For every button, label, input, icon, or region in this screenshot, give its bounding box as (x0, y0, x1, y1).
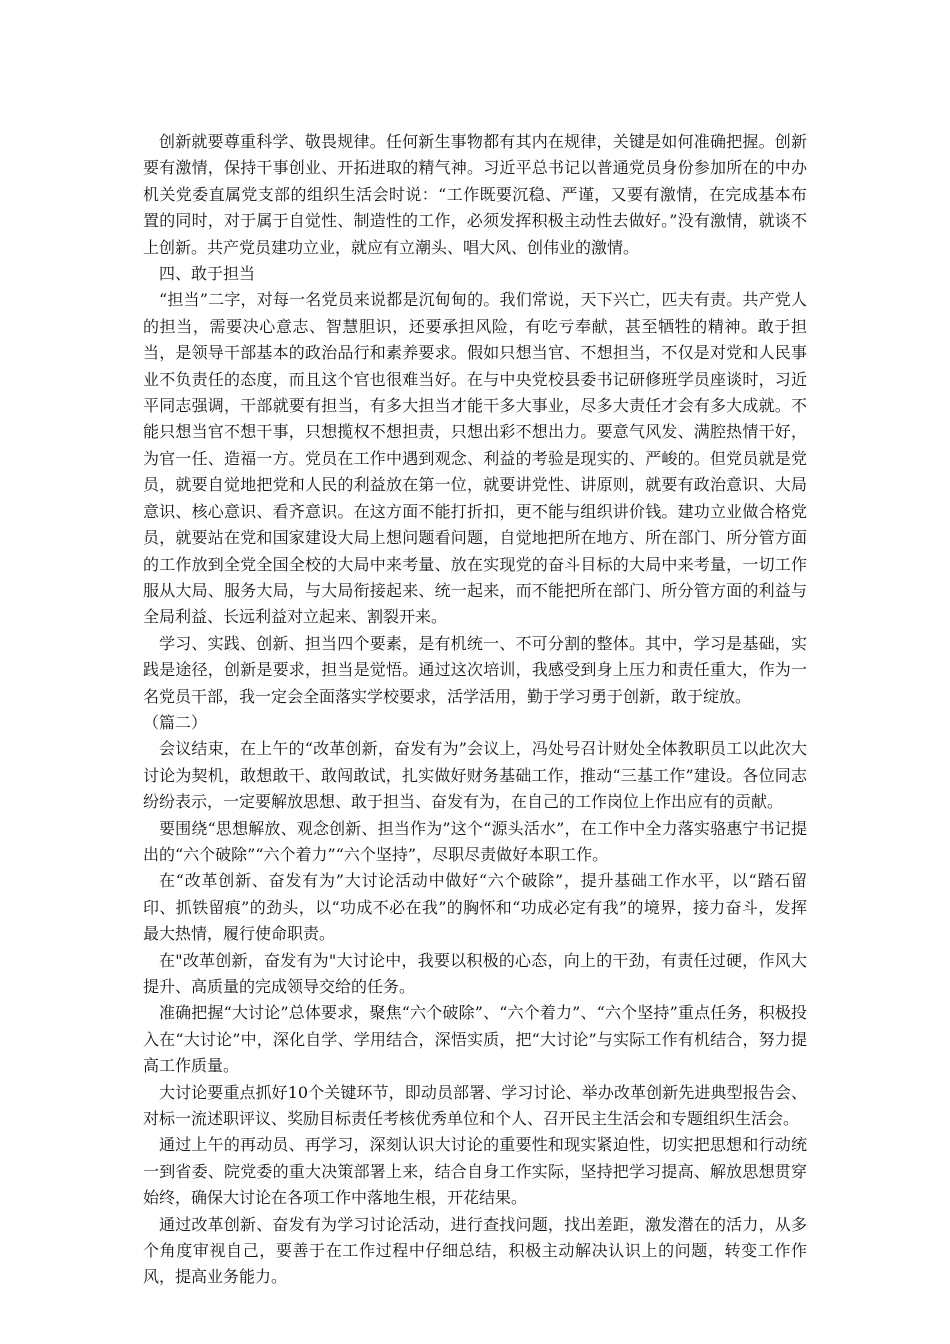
paragraph-reflection: 通过改革创新、奋发有为学习讨论活动，进行查找问题，找出差距，激发潜在的活力，从多个角度审视自己，要善于在工作过程中仔细总结，积极主动解决认识上的问题，转变工作作风，提高业务能力。 (143, 1214, 807, 1287)
paragraph-key-links: 大讨论要重点抓好10个关键环节，即动员部署、学习讨论、举办改革创新先进典型报告会、对标一流述职评议、奖励目标责任考核优秀单位和个人、召开民主生活会和专题组织生活会。 (143, 1082, 807, 1129)
paragraph-remobilization: 通过上午的再动员、再学习，深刻认识大讨论的重要性和现实紧迫性，切实把思想和行动统一到省委、院党委的重大决策部署上来，结合自身工作实际，坚持把学习提高、解放思想贯穿始终，确保大讨论在各项工作中落地生根，开花结果。 (143, 1135, 807, 1208)
document-body (143, 129, 807, 1291)
paragraph-six-eliminations: 在“改革创新、奋发有为”大讨论活动中做好“六个破除”，提升基础工作水平，以“踏石留印、抓铁留痕”的劲头，以“功成不必在我”的胸怀和“功成必定有我”的境界，接力奋斗，发挥最大热情，履行使命职责。 (143, 871, 807, 944)
paragraph-meeting: 会议结束，在上午的“改革创新，奋发有为”会议上，冯处号召计财处全体教职员工以此次大讨论为契机，敢想敢干、敢闯敢试，扎实做好财务基础工作，推动“三基工作”建设。各位同志纷纷表示，一定要解放思想、敢于担当、奋发有为，在自己的工作岗位上作出应有的贡献。 (143, 739, 807, 812)
paragraph-innovation: 创新就要尊重科学、敬畏规律。任何新生事物都有其内在规律，关键是如何准确把握。创新要有激情，保持干事创业、开拓进取的精气神。习近平总书记以普通党员身份参加所在的中办机关党委直属党支部的组织生活会时说：“工作既要沉稳、严谨，又要有激情，在完成基本布置的同时，对于属于自觉性、制造性的工作，必须发挥积极主动性去做好。”没有激情，就谈不上创新。共产党员建功立业，就应有立潮头、唱大风、创伟业的激情。 (143, 132, 807, 257)
paragraph-requirements: 准确把握“大讨论”总体要求，聚焦“六个破除”、“六个着力”、“六个坚持”重点任务，积极投入在“大讨论”中，深化自学、学用结合，深悟实质，把“大讨论”与实际工作有机结合，努力提高工作质量。 (143, 1003, 807, 1076)
paragraph-responsibility: “担当”二字，对每一名党员来说都是沉甸甸的。我们常说，天下兴亡，匹夫有责。共产党人的担当，需要决心意志、智慧胆识，还要承担风险，有吃亏奉献，甚至牺牲的精神。敢于担当，是领导干部基本的政治品行和素养要求。假如只想当官、不想担当，不仅是对党和人民事业不负责任的态度，而且这个官也很难当好。在与中央党校县委书记研修班学员座谈时，习近平同志强调，干部就要有担当，有多大担当才能干多大事业，尽多大责任才会有多大成就。不能只想当官不想干事，只想揽权不想担责，只想出彩不想出力。要意气风发、满腔热情干好，为官一任、造福一方。党员在工作中遇到观念、利益的考验是现实的、严峻的。但党员就是党员，就要自觉地把党和人民的利益放在第一位，就要讲党性、讲原则，就要有政治意识、大局意识、核心意识、看齐意识。在这方面不能打折扣，更不能与组织讲价钱。建功立业做合格党员，就要站在党和国家建设大局上想问题看问题，自觉地把所在地方、所在部门、所分管方面的工作放到全党全国全校的大局中来考量、放在实现党的奋斗目标的大局中来考量，一切工作服从大局、服务大局，与大局衔接起来、统一起来，而不能把所在部门、所分管方面的利益与全局利益、长远利益对立起来、割裂开来。 (143, 290, 807, 627)
paragraph-attitude: 在"改革创新，奋发有为"大讨论中，我要以积极的心态，向上的干劲，有责任过硬，作风大提升、高质量的完成领导交给的任务。 (143, 950, 807, 996)
part-heading-two: （篇二） (143, 712, 208, 732)
paragraph-summary: 学习、实践、创新、担当四个要素，是有机统一、不可分割的整体。其中，学习是基础，实践是途径，创新是要求，担当是觉悟。通过这次培训，我感受到身上压力和责任重大，作为一名党员干部，我一定会全面落实学校要求，活学活用，勤于学习勇于创新，敢于绽放。 (143, 633, 807, 706)
section-heading-responsibility: 四、敢于担当 (159, 264, 256, 284)
paragraph-source-water: 要围绕“思想解放、观念创新、担当作为”这个“源头活水”，在工作中全力落实骆惠宁书记提出的“六个破除”“六个着力”“六个坚持”，尽职尽责做好本职工作。 (143, 818, 807, 864)
